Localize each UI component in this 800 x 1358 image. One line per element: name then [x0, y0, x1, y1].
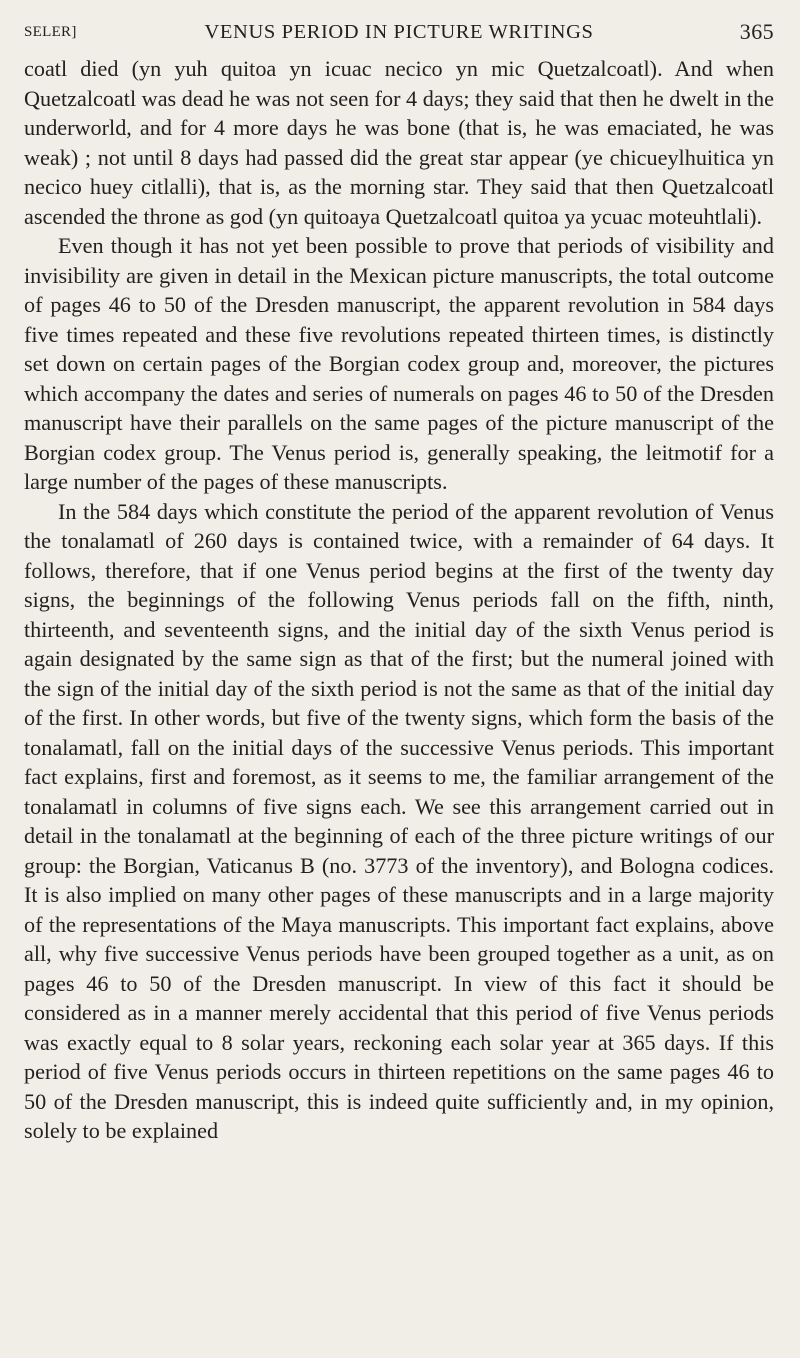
paragraph: Even though it has not yet been possible to prove that periods of visibility and invisibility are given in detail in the Mexican picture manuscripts, the total outcome of pages 46 to 50 of the Dresden manuscript, the apparent revolution in 584 days five times repeated and these five revolutions repeated thirteen times, is distinctly set down on certain pages of the Borgian codex group and, moreover, the pictures which accompany the dates and series of numerals on pages 46 to 50 of the Dresden manuscript have their parallels on the same pages of the picture manuscript of the Borgian codex group. The Venus period is, generally speaking, the leitmotif for a large number of the pages of these manuscripts. [24, 233, 774, 494]
paragraph-continuation: coatl died (yn yuh quitoa yn icuac necico yn mic Quetzalcoatl). And when Quetzalcoatl was dead he was not seen for 4 days; they said that then he dwelt in the underworld, and for 4 more days he was bone (that is, he was emaciated, he was weak) ; not until 8 days had passed did the great star appear (ye chicueylhuitica yn necico huey citlalli), that is, as the morning star. They said that then Quetzalcoatl ascended the throne as god (yn quitoaya Quetzalcoatl quitoa ya ycuac moteuhtlali). [24, 56, 774, 229]
running-head [24, 14, 774, 48]
body-text [24, 54, 774, 1146]
paragraph: In the 584 days which constitute the period of the apparent revolution of Venus the tonalamatl of 260 days is contained twice, with a remainder of 64 days. It follows, therefore, that if one Venus period begins at the first of the twenty day signs, the beginnings of the following Venus periods fall on the fifth, ninth, thirteenth, and seventeenth signs, and the initial day of the sixth Venus period is again designated by the same sign as that of the first; but the numeral joined with the sign of the initial day of the sixth period is not the same as that of the initial day of the first. In other words, but five of the twenty signs, which form the basis of the tonalamatl, fall on the initial days of the successive Venus periods. This important fact explains, first and foremost, as it seems to me, the familiar arrangement of the tonalamatl in columns of five signs each. We see this arrangement carried out in detail in the tonalamatl at the beginning of each of the three picture writings of our group: the Borgian, Vaticanus B (no. 3773 of the inventory), and Bologna codices. It is also implied on many other pages of these manuscripts and in a large majority of the representations of the Maya manuscripts. This important fact explains, above all, why five successive Venus periods have been grouped together as a unit, as on pages 46 to 50 of the Dresden manuscript. In view of this fact it should be considered as in a manner merely accidental that this period of five Venus periods was exactly equal to 8 solar years, reckoning each solar year at 365 days. If this period of five Venus periods occurs in thirteen repetitions on the same pages 46 to 50 of the Dresden manuscript, this is indeed quite sufficiently and, in my opinion, solely to be explained [24, 498, 774, 1143]
header-author: SELER] [24, 24, 77, 40]
page-number: 365 [739, 19, 774, 44]
header-title: VENUS PERIOD IN PICTURE WRITINGS [204, 21, 594, 43]
